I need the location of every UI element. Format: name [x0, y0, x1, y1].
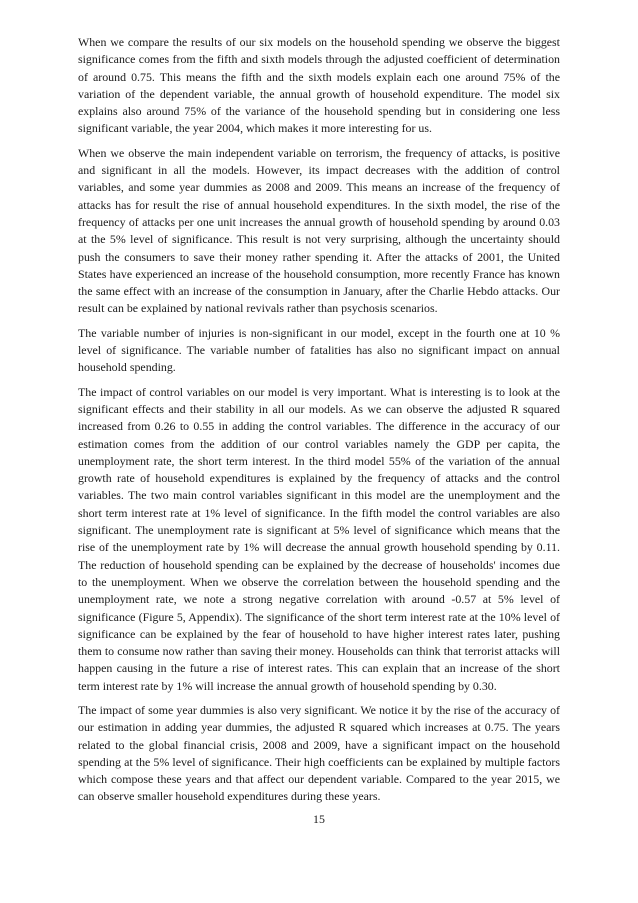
paragraph-model-comparison: When we compare the results of our six models on the household spending we observe the biggest significance comes from the fifth and sixth models through the adjusted coefficient of determination of around 0.75. This means the fifth and the sixth models explain each one around 75% of the variation of the dependent variable, the annual growth of household expenditure. The model six explains also around 75% of the variance of the household spending but in considering one less significant variable, the year 2004, which makes it more interesting for us. [78, 35, 560, 136]
page-number: 15 [313, 812, 325, 826]
paragraph-injuries-fatalities: The variable number of injuries is non-significant in our model, except in the fourth one at 10 % level of significance. The variable number of fatalities has also no significant impact on annual household spending. [78, 325, 560, 375]
paragraph-control-variables: The impact of control variables on our model is very important. What is interesting is to look at the significant effects and their stability in all our models. As we can observe the adjusted R squared increased from 0.26 to 0.55 in adding the control variables. The difference in the accuracy of our estimation comes from the addition of our control variables namely the GDP per capita, the unemployment rate, the short term interest. In the third model 55% of the variation of the annual growth rate of household expenditures is explained by the frequency of attacks and the control variables. The two main control variables significant in this model are the unemployment and the short term interest rate at 1% level of significance. In the fifth model the control variables are also significant. The unemployment rate is significant at 5% level of significance which means that the rise of the unemployment rate by 1% will decrease the annual growth household spending by 0.11. The reduction of household spending can be explained by the decrease of households' incomes due to the unemployment. When we observe the correlation between the household spending and the unemployment rate, we note a strong negative correlation with around -0.57 at 5% level of significance (Figure 5, Appendix). The significance of the short term interest rate at the 10% level of significance can be explained by the fear of household to have higher interest rates later, pushing them to consume now rather than saving their money. Households can think that terrorist attacks will happen causing in the future a rise of interest rates. This can explain that an increase of the short term interest rate by 1% will increase the annual growth of household spending by 0.30. [78, 384, 560, 693]
body-text [78, 34, 560, 813]
paragraph-frequency-of-attacks: When we observe the main independent variable on terrorism, the frequency of attacks, is positive and significant in all the models. However, its impact decreases with the addition of control variables, and some year dummies as 2008 and 2009. This means an increase of the frequency of attacks has for result the rise of annual household expenditures. In the sixth model, the rise of the frequency of attacks per one unit increases the annual growth of household spending by around 0.03 at the 5% level of significance. This result is not very surprising, although the uncertainty should push the consumers to save their money rather spending it. After the attacks of 2001, the United States have experienced an increase of the household consumption, more recently France has known the same effect with an increase of the consumption in January, after the Charlie Hebdo attacks. Our result can be explained by national revivals rather than psychosis scenarios. [78, 145, 560, 316]
paragraph-year-dummies: The impact of some year dummies is also very significant. We notice it by the rise of the accuracy of our estimation in adding year dummies, the adjusted R squared which increases at 0.75. The years related to the global financial crisis, 2008 and 2009, have a significant impact on the household spending at the 5% level of significance. Their high coefficients can be explained by multiple factors which compose these years and that affect our dependent variable. Compared to the year 2015, we can observe smaller household expenditures during these years. [78, 702, 560, 804]
